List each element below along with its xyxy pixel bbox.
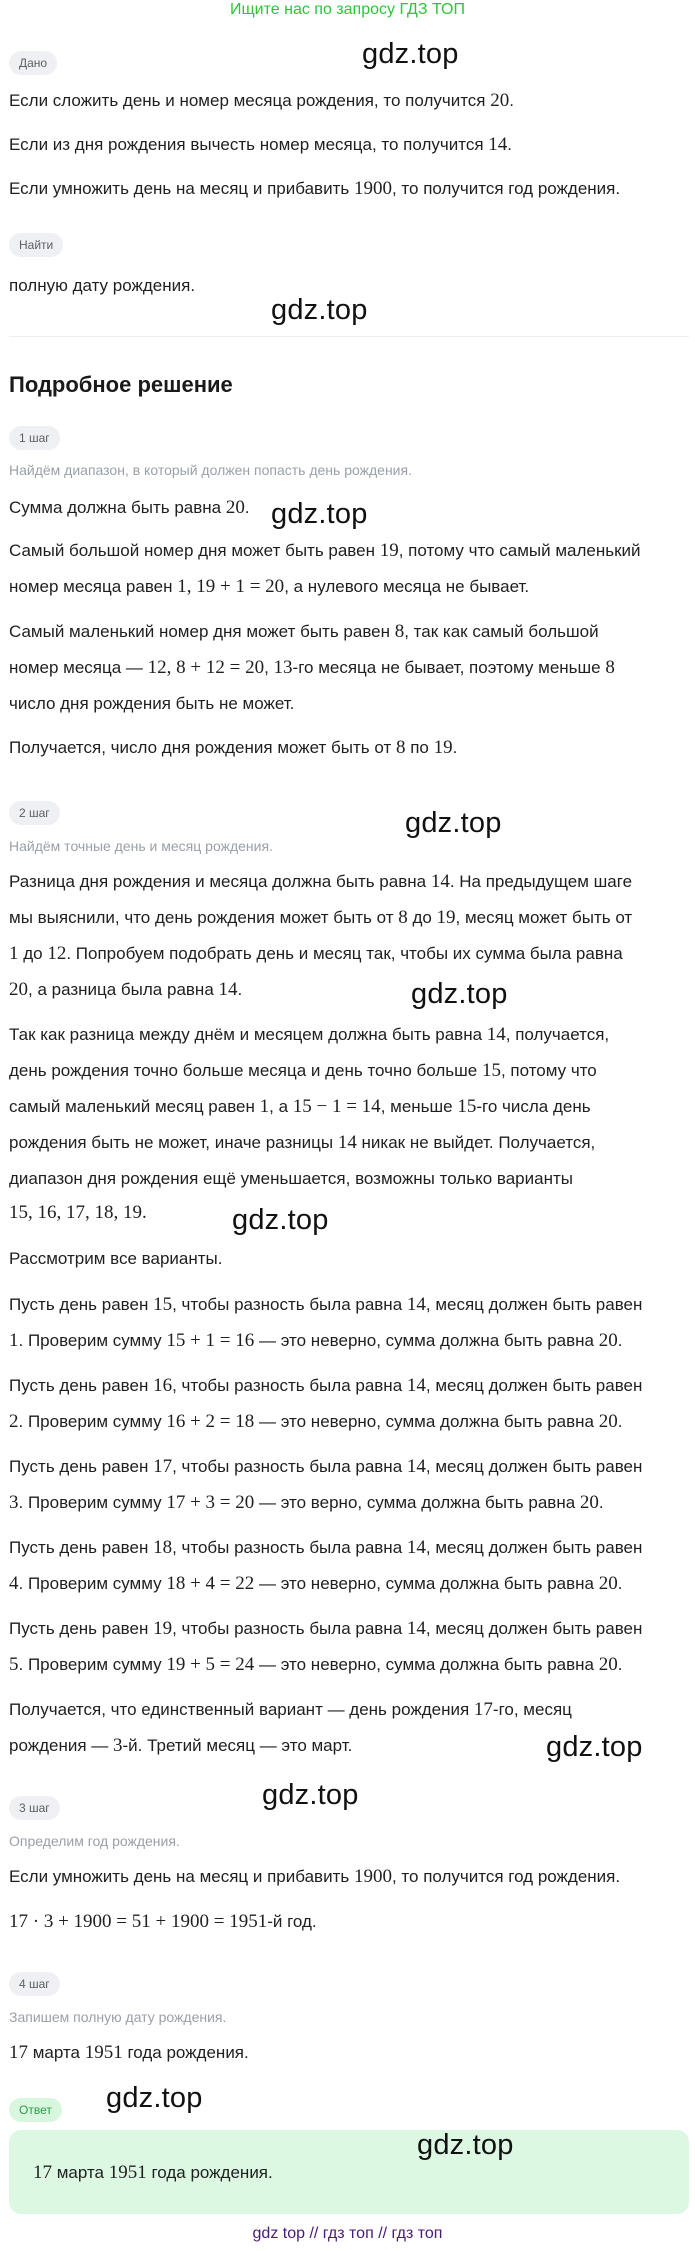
case-line: 3. Проверим сумму 17 + 3 = 20 — это верно, сумма должна быть равна 20. [9, 1492, 604, 1513]
case-line: Пусть день равен 19, чтобы разность была равна 14, месяц должен быть равен [9, 1618, 643, 1639]
case-line: 2. Проверим сумму 16 + 2 = 18 — это неверно, сумма должна быть равна 20. [9, 1411, 623, 1432]
case-line: Пусть день равен 18, чтобы разность была равна 14, месяц должен быть равен [9, 1537, 643, 1558]
answer-box [9, 2130, 689, 2214]
step-2-line: мы выяснили, что день рождения может быть от 8 до 19, месяц может быть от [9, 907, 633, 928]
answer-text: 17 марта 1951 года рождения. [33, 2162, 273, 2183]
watermark: gdz.top [106, 2082, 203, 2114]
step-1-line: Сумма должна быть равна 20. [9, 497, 250, 518]
divider [9, 336, 689, 337]
step-2-line: 20, а разница была равна 14. [9, 979, 243, 1000]
watermark: gdz.top [411, 978, 508, 1010]
step-3-line: Если умножить день на месяц и прибавить 1900, то получится год рождения. [9, 1866, 621, 1887]
case-line: Пусть день равен 15, чтобы разность была равна 14, месяц должен быть равен [9, 1294, 643, 1315]
step-1-chip: 1 шаг [9, 426, 60, 450]
case-line: 1. Проверим сумму 15 + 1 = 16 — это неверно, сумма должна быть равна 20. [9, 1330, 623, 1351]
given-line-1: Если сложить день и номер месяца рождения, то получится 20. [9, 90, 514, 111]
step-1-line: Получается, число дня рождения может быть от 8 по 19. [9, 737, 458, 758]
step-4-note: Запишем полную дату рождения. [9, 2009, 227, 2025]
step-1-line: число дня рождения быть не может. [9, 694, 295, 713]
watermark: gdz.top [271, 498, 368, 530]
step-2-line: диапазон дня рождения ещё уменьшается, возможны только варианты [9, 1169, 573, 1188]
case-line: Пусть день равен 17, чтобы разность была равна 14, месяц должен быть равен [9, 1456, 643, 1477]
step-2-line: Так как разница между днём и месяцем должна быть равна 14, получается, [9, 1024, 610, 1045]
step-2-chip: 2 шаг [9, 801, 60, 825]
top-banner[interactable]: Ищите нас по запросу ГДЗ ТОП [230, 1, 465, 18]
case-line: Пусть день равен 16, чтобы разность была равна 14, месяц должен быть равен [9, 1375, 643, 1396]
case-line: 4. Проверим сумму 18 + 4 = 22 — это неверно, сумма должна быть равна 20. [9, 1573, 623, 1594]
step-2-line: день рождения точно больше месяца и день точно больше 15, потому что [9, 1060, 597, 1081]
footer-links[interactable]: gdz top // гдз топ // гдз топ [252, 2225, 443, 2242]
step-1-line: Самый большой номер дня может быть равен 19, потому что самый маленький [9, 540, 641, 561]
watermark: gdz.top [546, 1731, 643, 1763]
given-line-2: Если из дня рождения вычесть номер месяца, то получится 14. [9, 134, 512, 155]
step-2-line: рождения — 3-й. Третий месяц — это март. [9, 1735, 353, 1756]
watermark: gdz.top [262, 1779, 359, 1811]
answer-chip: Ответ [9, 2098, 62, 2122]
step-2-variants: 15, 16, 17, 18, 19. [9, 1202, 147, 1223]
given-line-3: Если умножить день на месяц и прибавить 1900, то получится год рождения. [9, 178, 621, 199]
watermark: gdz.top [405, 807, 502, 839]
step-1-line: номер месяца — 12, 8 + 12 = 20, 13-го месяца не бывает, поэтому меньше 8 [9, 657, 615, 678]
step-2-line: 1 до 12. Попробуем подобрать день и месяц так, чтобы их сумма была равна [9, 943, 623, 964]
find-chip: Найти [9, 233, 63, 257]
solution-title: Подробное решение [9, 372, 233, 397]
watermark: gdz.top [232, 1204, 329, 1236]
step-3-note: Определим год рождения. [9, 1833, 180, 1849]
step-4-chip: 4 шаг [9, 1972, 60, 1996]
watermark: gdz.top [417, 2129, 514, 2161]
step-1-line: номер месяца равен 1, 19 + 1 = 20, а нулевого месяца не бывает. [9, 576, 530, 597]
step-3-formula: 17 · 3 + 1900 = 51 + 1900 = 1951-й год. [9, 1911, 317, 1932]
step-2-line: самый маленький месяц равен 1, а 15 − 1 = 14, меньше 15-го числа день [9, 1096, 591, 1117]
step-2-line: Разница дня рождения и месяца должна быть равна 14. На предыдущем шаге [9, 871, 633, 892]
step-1-line: Самый маленький номер дня может быть равен 8, так как самый большой [9, 621, 599, 642]
step-2-line: рождения быть не может, иначе разницы 14 никак не выйдет. Получается, [9, 1132, 596, 1153]
find-text: полную дату рождения. [9, 276, 196, 295]
watermark: gdz.top [362, 38, 459, 70]
step-1-note: Найдём диапазон, в который должен попасть день рождения. [9, 462, 412, 478]
step-4-line: 17 марта 1951 года рождения. [9, 2042, 249, 2063]
watermark: gdz.top [271, 294, 368, 326]
case-line: 5. Проверим сумму 19 + 5 = 24 — это неверно, сумма должна быть равна 20. [9, 1654, 623, 1675]
step-3-chip: 3 шаг [9, 1796, 60, 1820]
step-2-note: Найдём точные день и месяц рождения. [9, 838, 273, 854]
given-chip: Дано [9, 51, 57, 75]
step-2-line: Рассмотрим все варианты. [9, 1249, 223, 1268]
step-2-line: Получается, что единственный вариант — день рождения 17-го, месяц [9, 1699, 572, 1720]
